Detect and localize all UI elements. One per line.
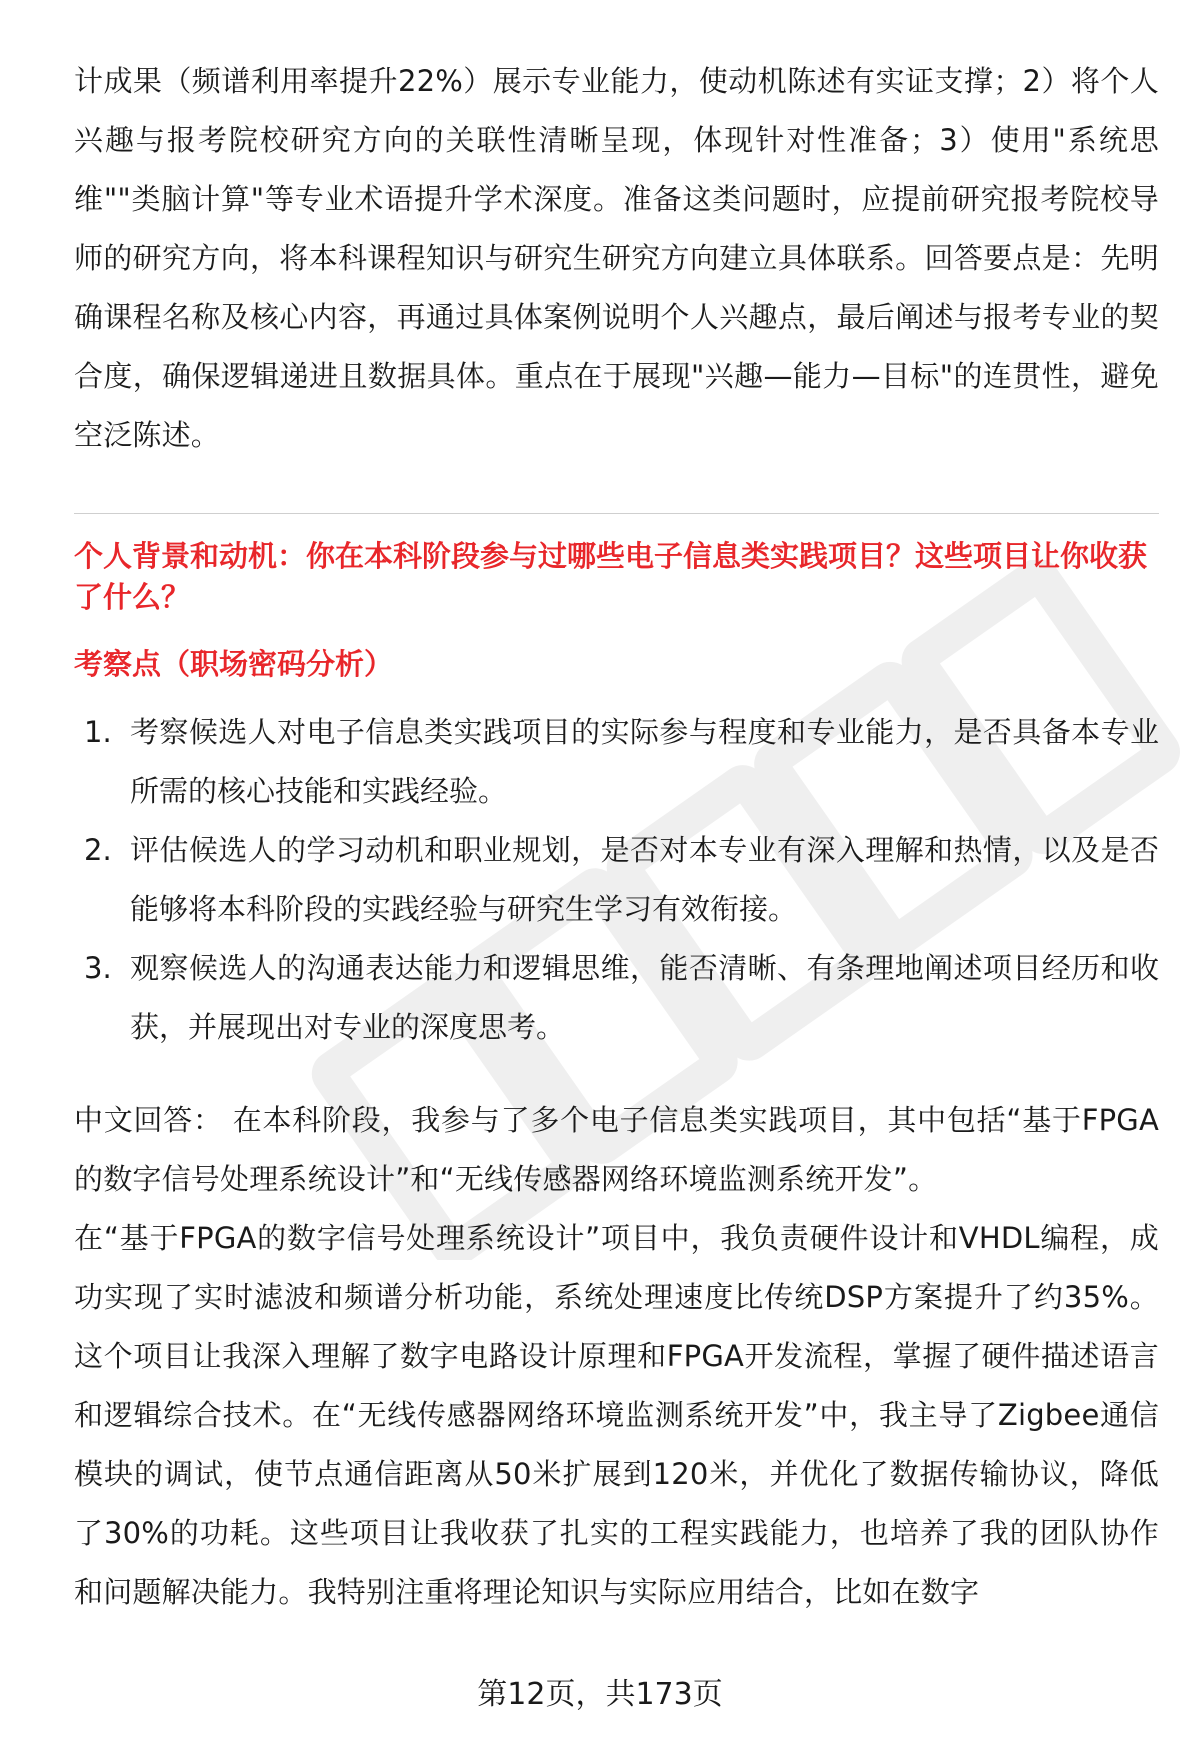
assessment-heading: 考察点（职场密码分析） (74, 647, 394, 681)
assessment-list (74, 703, 1159, 1057)
answer-section (74, 1091, 1159, 1622)
answer-paragraph-intro: 中文回答： 在本科阶段，我参与了多个电子信息类实践项目，其中包括“基于FPGA的数字信号处理系统设计”和“无线传感器网络环境监测系统开发”。 (74, 1103, 1159, 1196)
section-divider (74, 513, 1159, 514)
list-item-text: 观察候选人的沟通表达能力和逻辑思维，能否清晰、有条理地阐述项目经历和收获，并展现出对专业的深度思考。 (130, 951, 1159, 1044)
intro-paragraph: 计成果（频谱利用率提升22%）展示专业能力，使动机陈述有实证支撑；2）将个人兴趣与报考院校研究方向的关联性清晰呈现，体现针对性准备；3）使用"系统思维""类脑计算"等专业术语提升学术深度。准备这类问题时，应提前研究报考院校导师的研究方向，将本科课程知识与研究生研究方向建立具体联系。回答要点是：先明确课程名称及核心内容，再通过具体案例说明个人兴趣点，最后阐述与报考专业的契合度，确保逻辑递进且数据具体。重点在于展现"兴趣—能力—目标"的连贯性，避免空泛陈述。 (74, 64, 1159, 452)
list-item (74, 821, 1159, 939)
list-item-number: 1. (84, 715, 112, 749)
list-item-text: 考察候选人对电子信息类实践项目的实际参与程度和专业能力，是否具备本专业所需的核心技能和实践经验。 (130, 715, 1159, 808)
list-item-number: 3. (84, 951, 112, 985)
document-page (74, 52, 1159, 1622)
question-heading: 个人背景和动机：你在本科阶段参与过哪些电子信息类实践项目？这些项目让你收获了什么？ (74, 539, 1148, 614)
list-item-number: 2. (84, 833, 112, 867)
page-number-footer: 第12页，共173页 (477, 1677, 723, 1712)
list-item (74, 703, 1159, 821)
list-item-text: 评估候选人的学习动机和职业规划，是否对本专业有深入理解和热情，以及是否能够将本科阶段的实践经验与研究生学习有效衔接。 (130, 833, 1159, 926)
list-item (74, 939, 1159, 1057)
answer-paragraph-body: 在“基于FPGA的数字信号处理系统设计”项目中，我负责硬件设计和VHDL编程，成功实现了实时滤波和频谱分析功能，系统处理速度比传统DSP方案提升了约35%。这个项目让我深入理解了数字电路设计原理和FPGA开发流程，掌握了硬件描述语言和逻辑综合技术。在“无线传感器网络环境监测系统开发”中，我主导了Zigbee通信模块的调试，使节点通信距离从50米扩展到120米，并优化了数据传输协议，降低了30%的功耗。这些项目让我收获了扎实的工程实践能力，也培养了我的团队协作和问题解决能力。我特别注重将理论知识与实际应用结合，比如在数字 (74, 1221, 1159, 1609)
